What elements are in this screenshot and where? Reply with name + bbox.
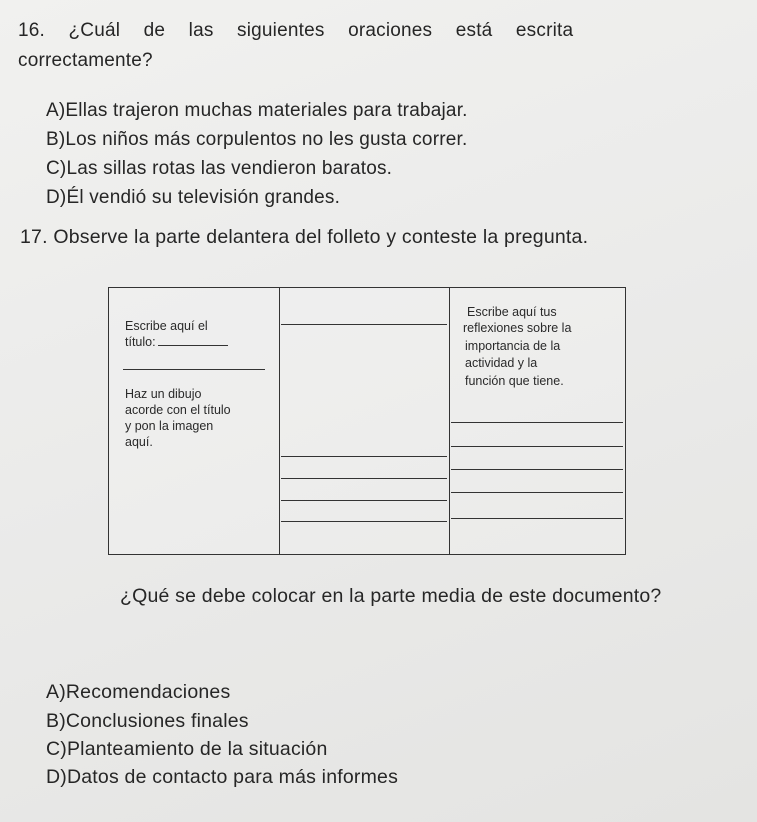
brochure-right-line3: importancia de la	[465, 339, 561, 353]
q17-answer-d[interactable]: D)Datos de contacto para más informes	[46, 766, 399, 788]
q16-option-d[interactable]: D)Él vendió su televisión grandes.	[46, 187, 341, 208]
q17-answer-a[interactable]: A)Recomendaciones	[46, 681, 231, 703]
brochure-divider-right	[449, 288, 450, 554]
middle-line	[281, 500, 447, 501]
brochure-title-line1: Escribe aquí el	[125, 319, 208, 333]
middle-line	[281, 478, 447, 479]
question-17-prompt: 17. Observe la parte delantera del folleto y conteste la pregunta.	[20, 226, 589, 248]
middle-line	[281, 456, 447, 457]
brochure-title-blank	[123, 369, 265, 370]
brochure-drawing-line2: acorde con el título	[125, 403, 231, 417]
brochure-right-line2: reflexiones sobre la	[463, 321, 572, 335]
brochure-drawing-line4: aquí.	[125, 435, 153, 449]
brochure-figure	[108, 287, 626, 555]
question-16-title: 16. ¿Cuál de las siguientes oraciones está escrita	[18, 20, 574, 41]
q16-option-a[interactable]: A)Ellas trajeron muchas materiales para trabajar.	[46, 100, 468, 121]
q17-answer-c[interactable]: C)Planteamiento de la situación	[46, 738, 328, 760]
brochure-right-line4: actividad y la	[465, 356, 538, 370]
question-16-title-cont: correctamente?	[18, 50, 153, 71]
right-line	[451, 518, 623, 519]
brochure-right-line1: Escribe aquí tus	[467, 305, 557, 319]
brochure-drawing-line3: y pon la imagen	[125, 419, 214, 433]
brochure-title-line2: título:	[125, 334, 228, 350]
right-line	[451, 422, 623, 423]
q16-option-b[interactable]: B)Los niños más corpulentos no les gusta correr.	[46, 129, 468, 150]
q16-option-c[interactable]: C)Las sillas rotas las vendieron baratos.	[46, 158, 393, 179]
brochure-drawing-line1: Haz un dibujo	[125, 387, 202, 401]
brochure-right-line5: función que tiene.	[465, 374, 564, 388]
right-line	[451, 492, 623, 493]
right-line	[451, 469, 623, 470]
middle-line	[281, 324, 447, 325]
q17-answer-b[interactable]: B)Conclusiones finales	[46, 710, 249, 732]
right-line	[451, 446, 623, 447]
brochure-divider-left	[279, 288, 280, 554]
middle-line	[281, 521, 447, 522]
question-17-ask: ¿Qué se debe colocar en la parte media de este documento?	[120, 585, 662, 607]
